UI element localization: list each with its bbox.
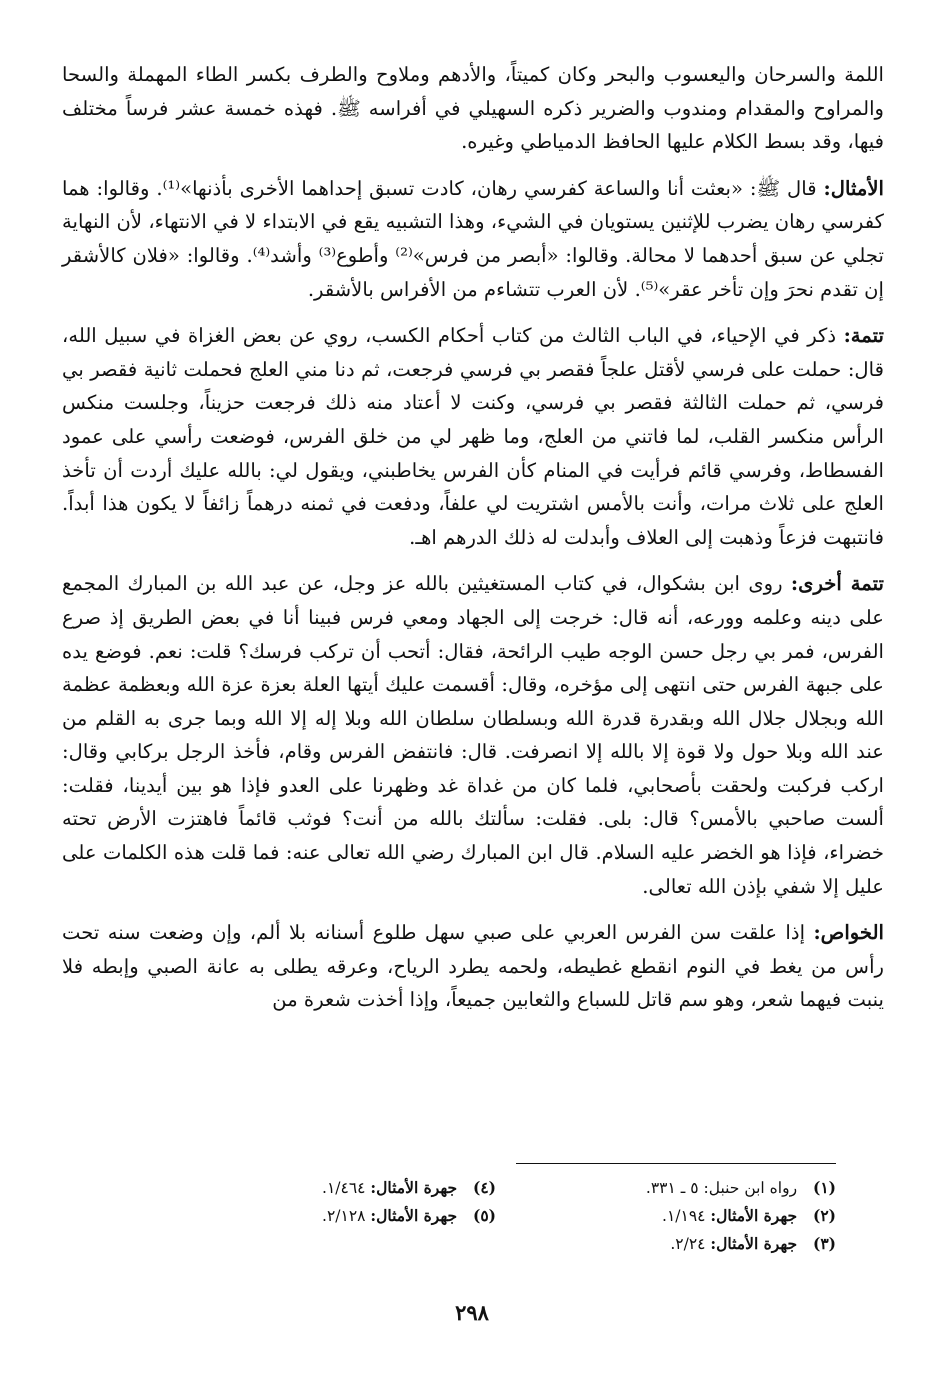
footnote-source: جهرة الأمثال: bbox=[370, 1178, 458, 1197]
footnote-text: ١/٤٦٤. bbox=[322, 1179, 366, 1197]
page-number: ٢٩٨ bbox=[455, 1300, 489, 1325]
footnote-number: (٣) bbox=[812, 1234, 836, 1253]
footnote-number: (١) bbox=[812, 1178, 836, 1197]
footnote-text: ١/١٩٤. bbox=[662, 1207, 706, 1225]
paragraph-heading: الأمثال: bbox=[823, 176, 884, 200]
footnote-2 bbox=[506, 1202, 836, 1230]
footnote-number: (٢) bbox=[812, 1206, 836, 1225]
paragraph-supplement bbox=[62, 319, 884, 554]
footnotes-column-right bbox=[506, 1174, 836, 1258]
footnote-divider bbox=[516, 1163, 836, 1164]
paragraph-heading: تتمة أخرى: bbox=[790, 572, 884, 596]
footnote-5 bbox=[166, 1202, 496, 1230]
footnote-text: ٢/١٢٨. bbox=[322, 1207, 366, 1225]
footnote-4 bbox=[166, 1174, 496, 1202]
paragraph-heading: الخواص: bbox=[813, 921, 884, 945]
paragraph-horses-list bbox=[62, 58, 884, 159]
paragraph-properties bbox=[62, 916, 884, 1017]
paragraph-text: ذكر في الإحياء، في الباب الثالث من كتاب أحكام الكسب، روي عن بعض الغزاة في سبيل الله، قال: حملت على فرسي لأقتل علجاً فقصر بي فرسي فرجعت، ثم دنا مني العلج فحملت ثانية فقصر بي فرسي، ثم حملت الثالثة فقصر بي فرسي، وكنت لا أعتاد منه ذلك فرجعت حزيناً، وجلست منكس الرأس منكسر القلب، لما فاتني من العلج، وما ظهر لي من خلق الفرس، فوضعت رأسي على عمود الفسطاط، وفرسي قائم فرأيت في المنام كأن الفرس يخاطبني، ويقول لي: بالله عليك أردت أن تأخذ العلج على ثلاث مرات، وأنت بالأمس اشتريت لي علفاً، ودفعت في ثمنه درهماً زائفاً لا يكون هذا أبداً. فانتبهت فزعاً وذهبت إلى العلاف وأبدلت له ذلك الدرهم اهـ. bbox=[62, 324, 884, 549]
footnote-1 bbox=[506, 1174, 836, 1202]
footnote-text: ٢/٢٤. bbox=[670, 1235, 706, 1253]
paragraph-text: قال ﷺ: «بعثت أنا والساعة كفرسي رهان، كادت تسبق إحداهما الأخرى بأذنها»⁽¹⁾. وقالوا: هما كفرسي رهان يضرب للإثنين يستويان في الشيء، وهذا التشبيه يقع في الابتداء لا في الانتهاء، لأن النهاية تجلي عن سبق أحدهما لا محالة. وقالوا: «أبصر من فرس»⁽²⁾ وأطوع⁽³⁾ وأشد⁽⁴⁾. وقالوا: «فلان كالأشقر إن تقدم نحرَ وإن تأخر عقر»⁽⁵⁾. لأن العرب تتشاءم من الأفراس بالأشقر. bbox=[62, 176, 884, 301]
footnote-number: (٥) bbox=[472, 1206, 496, 1225]
footnote-text: رواه ابن حنبل: ٥ ـ ٣٣١. bbox=[645, 1179, 798, 1197]
paragraph-proverbs bbox=[62, 172, 884, 306]
paragraph-text: إذا علقت سن الفرس العربي على صبي سهل طلوع أسنانه بلا ألم، وإن وضعت سنه تحت رأس من يغط في النوم انقطع غطيطه، ولحمه يطرد الرياح، وعرقه يطلى به عانة الصبي وإبطه فلا ينبت فيهما شعر، وهو سم قاتل للسباع والثعابين جميعاً، وإذا أخذت شعرة من bbox=[62, 921, 884, 1012]
page-body bbox=[62, 58, 884, 1030]
paragraph-text: روى ابن بشكوال، في كتاب المستغيثين بالله عز وجل، عن عبد الله بن المبارك المجمع على دينه وعلمه وورعه، أنه قال: خرجت إلى الجهاد ومعي فرس فبينا أنا في بعض الطريق إذ صرع الفرس، فمر بي رجل حسن الوجه طيب الرائحة، فقال: أتحب أن تركب فرسك؟ قلت: نعم. فوضع يده على جبهة الفرس حتى انتهى إلى مؤخره، وقال: أقسمت عليك أيتها العلة بعزة عزة الله وبعظمة عظمة الله وبجلال جلال الله وبقدرة قدرة الله وبسلطان سلطان الله وبلا إله إلا الله وبما جرى به القلم من عند الله وبلا حول ولا قوة إلا بالله إلا انصرفت. قال: فانتفض الفرس وقام، فأخذ الرجل بركابي وقال: اركب فركبت ولحقت بأصحابي، فلما كان من غداة غد وظهرنا على العدو فإذا هو بين أيدينا، فقلت: ألست صاحبي بالأمس؟ قال: بلى. فقلت: سألتك بالله من أنت؟ فوثب قائماً فاهتزت الأرض تحته خضراء، فإذا هو الخضر عليه السلام. قال ابن المبارك رضي الله تعالى عنه: فما قلت هذه الكلمات على عليل إلا شفي بإذن الله تعالى. bbox=[62, 572, 884, 898]
paragraph-text: اللمة والسرحان واليعسوب والبحر وكان كميتاً، والأدهم وملاوح والطرف بكسر الطاء المهملة والسحا والمراوح والمقدام ومندوب والضرير ذكره السهيلي في أفراسه ﷺ. فهذه خمسة عشر فرساً مختلف فيها، وقد بسط الكلام عليها الحافظ الدمياطي وغيره. bbox=[62, 63, 884, 154]
footnote-source: جهرة الأمثال: bbox=[710, 1206, 798, 1225]
footnotes-column-left bbox=[166, 1174, 496, 1230]
footnote-source: جهرة الأمثال: bbox=[710, 1234, 798, 1253]
footnote-3 bbox=[506, 1230, 836, 1258]
paragraph-another-supplement bbox=[62, 567, 884, 903]
footnote-source: جهرة الأمثال: bbox=[370, 1206, 458, 1225]
paragraph-heading: تتمة: bbox=[843, 324, 884, 348]
footnote-number: (٤) bbox=[472, 1178, 496, 1197]
